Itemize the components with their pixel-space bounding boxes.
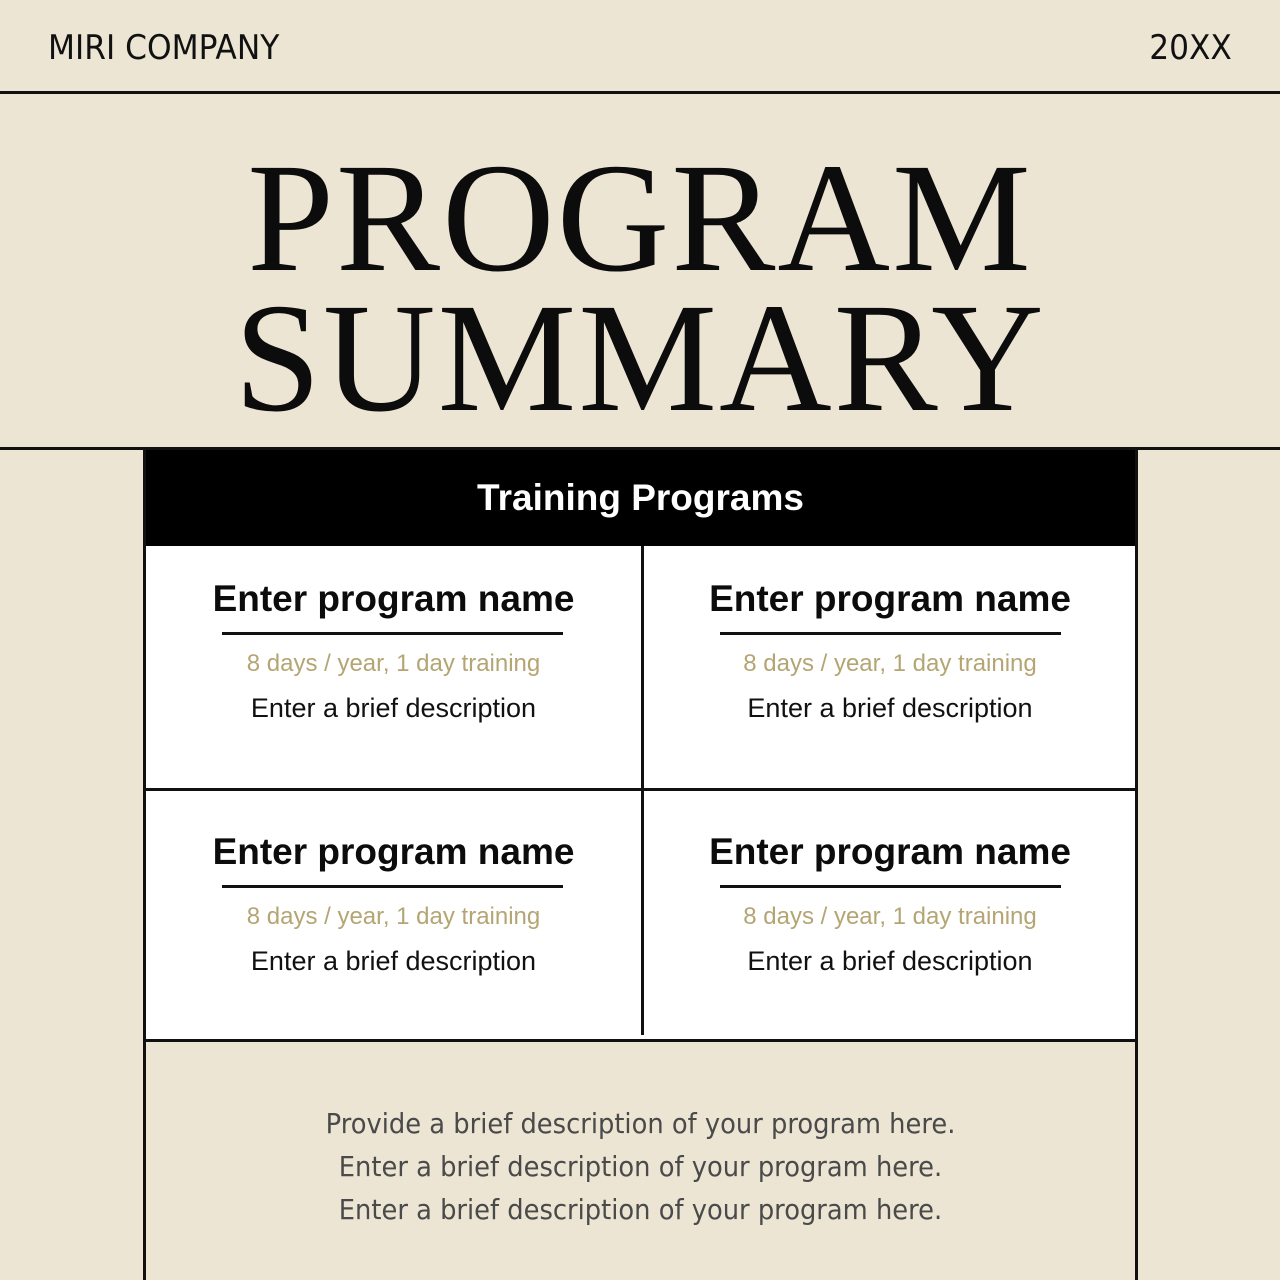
year-label: 20XX	[1149, 28, 1232, 68]
footer-description	[146, 1102, 1135, 1231]
programs-panel	[143, 450, 1138, 1280]
program-name-underline	[720, 632, 1061, 635]
title-block	[0, 94, 1280, 450]
program-name-underline	[222, 885, 563, 888]
programs-grid	[146, 546, 1135, 1040]
program-name: Enter program name	[212, 578, 575, 619]
divider	[146, 1039, 1135, 1042]
program-schedule: 8 days / year, 1 day training	[246, 903, 541, 930]
program-schedule: 8 days / year, 1 day training	[246, 650, 541, 677]
footer-line: Enter a brief description of your program here.	[338, 1193, 943, 1226]
program-card	[641, 788, 1136, 1035]
program-description: Enter a brief description	[747, 946, 1033, 976]
program-description: Enter a brief description	[250, 693, 537, 723]
page-title-line-1: PROGRAM	[247, 131, 1033, 304]
program-name-underline	[222, 632, 563, 635]
company-name: MIRI COMPANY	[48, 28, 280, 68]
header-bar	[0, 0, 1280, 94]
program-card	[146, 546, 641, 793]
program-name: Enter program name	[212, 831, 575, 872]
footer-line: Enter a brief description of your program here.	[338, 1150, 943, 1183]
program-card	[146, 788, 641, 1035]
program-description: Enter a brief description	[747, 693, 1033, 723]
program-name: Enter program name	[709, 831, 1071, 872]
program-card	[641, 546, 1136, 793]
program-description: Enter a brief description	[250, 946, 537, 976]
program-schedule: 8 days / year, 1 day training	[743, 650, 1037, 677]
section-heading: Training Programs	[146, 450, 1135, 546]
footer-line: Provide a brief description of your program here.	[325, 1107, 956, 1140]
program-name-underline	[720, 885, 1061, 888]
page-title-line-2: SUMMARY	[234, 271, 1046, 444]
program-schedule: 8 days / year, 1 day training	[743, 903, 1037, 930]
program-name: Enter program name	[709, 578, 1071, 619]
